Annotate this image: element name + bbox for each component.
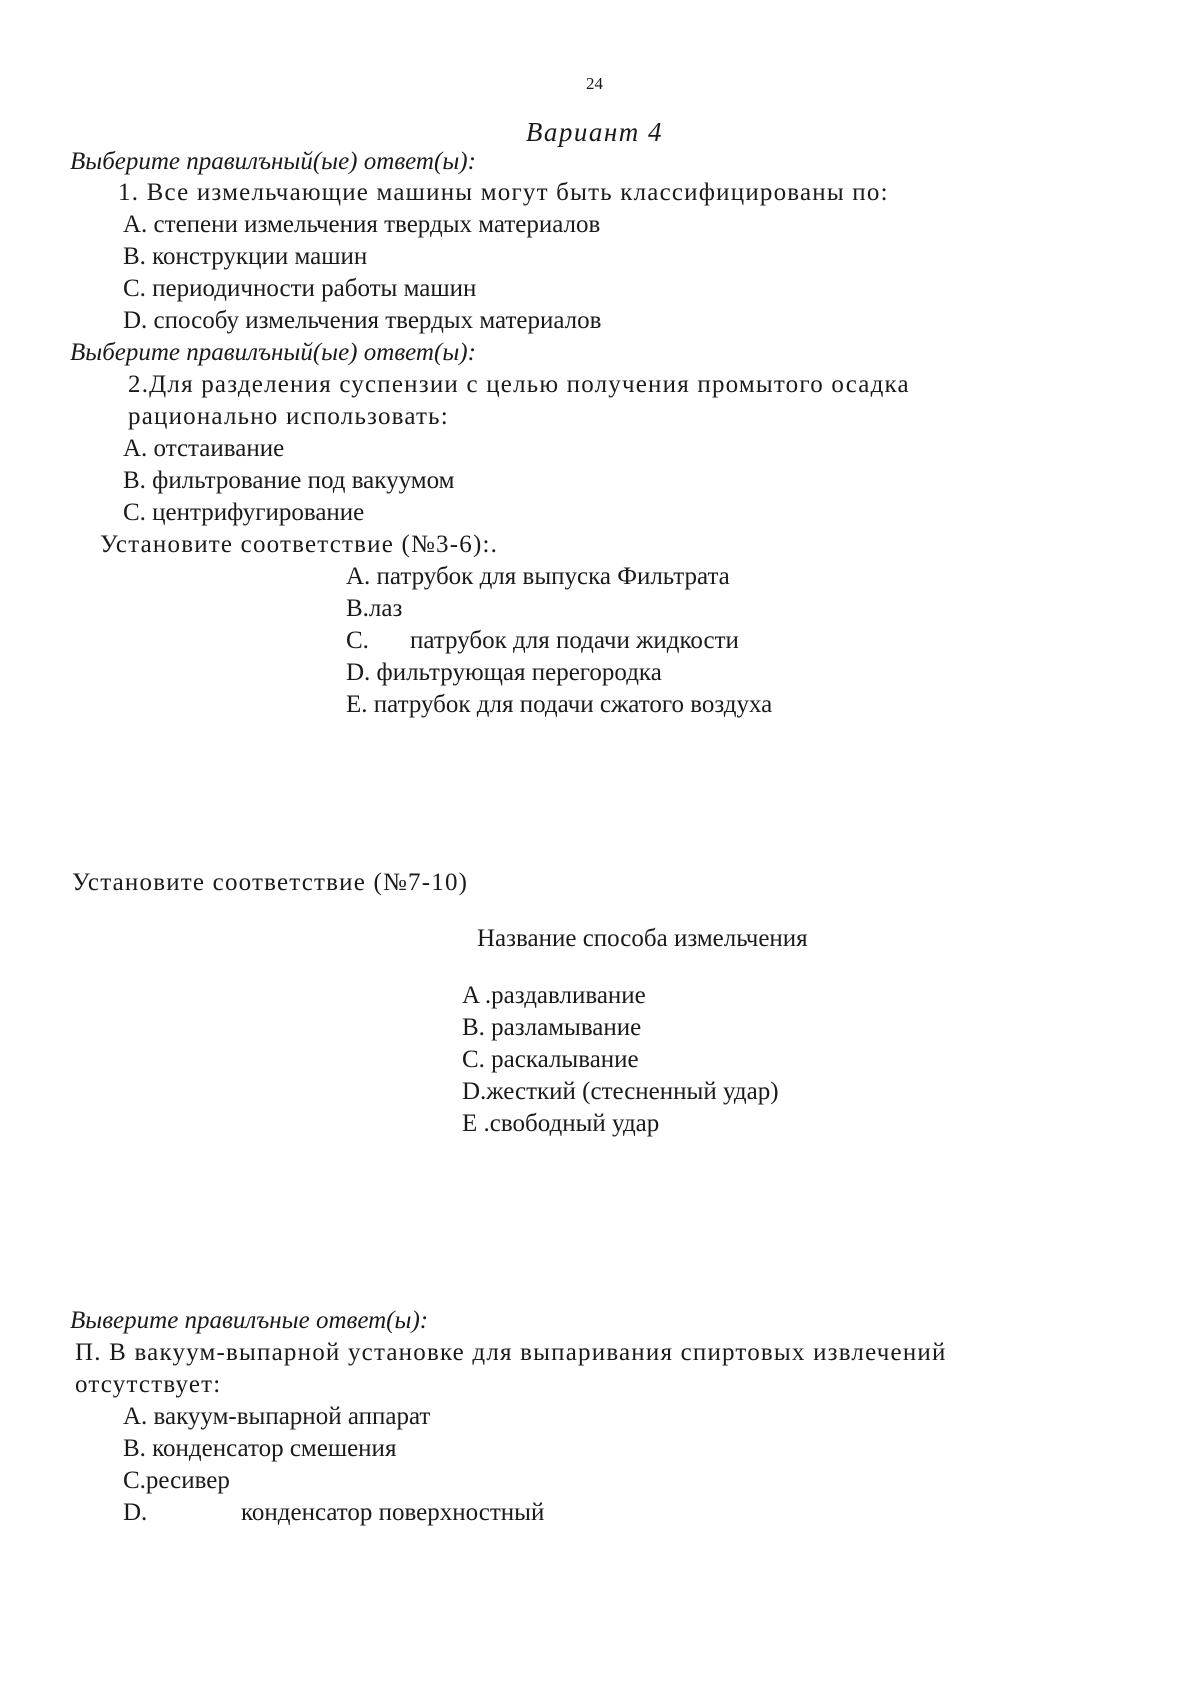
match2-option-b: B. разламывание bbox=[462, 1014, 642, 1041]
q2-option-c: C. центрифугирование bbox=[123, 499, 365, 526]
q11-question-line2: отсутствует: bbox=[75, 1371, 222, 1398]
q11-question-line1: П. В вакуум-выпарной установке для выпаривания спиртовых извлечений bbox=[75, 1339, 947, 1366]
variant-title: Вариант 4 bbox=[525, 117, 664, 147]
q2-option-a: A. отстаивание bbox=[123, 435, 285, 462]
match1-option-a: A. патрубок для выпуска Фильтрата bbox=[346, 563, 730, 590]
q11-option-d-letter: D. bbox=[123, 1499, 148, 1526]
q1-option-b: B. конструкции машин bbox=[123, 243, 368, 270]
match1-option-e: E. патрубок для подачи сжатого воздуха bbox=[346, 691, 773, 718]
match2-instruction: Установите соответствие (№7-10) bbox=[72, 869, 469, 896]
match2-option-d: D.жесткий (стесненный удар) bbox=[462, 1078, 779, 1105]
q1-option-d: D. способу измельчения твердых материалов bbox=[123, 307, 602, 334]
match1-option-d: D. фильтрующая перегородка bbox=[346, 659, 662, 686]
q11-option-c: C.ресивер bbox=[123, 1467, 230, 1494]
page-number: 24 bbox=[586, 74, 603, 93]
match2-heading: Название способа измельчения bbox=[477, 925, 808, 952]
match2-option-e: E .свободный удар bbox=[462, 1110, 660, 1137]
q1-instruction: Выберите правилъный(ые) ответ(ы): bbox=[70, 148, 476, 175]
match1-instruction: Установите соответствие (№3-6):. bbox=[100, 531, 499, 558]
match1-option-c-text: патрубок для подачи жидкости bbox=[410, 627, 739, 654]
q2-question-line1: 2.Для разделения суспензии с целью получения промытого осадка bbox=[128, 371, 910, 398]
q1-option-a: A. степени измельчения твердых материалов bbox=[123, 211, 601, 238]
match2-option-c: C. раскалывание bbox=[462, 1046, 639, 1073]
q2-option-b: B. фильтрование под вакуумом bbox=[123, 467, 455, 494]
q11-option-a: A. вакуум-выпарной аппарат bbox=[123, 1403, 431, 1430]
q2-instruction: Выберите правилъный(ые) ответ(ы): bbox=[70, 339, 476, 366]
q11-instruction: Выверите правилъные ответ(ы): bbox=[70, 1307, 429, 1334]
q11-option-b: B. конденсатор смешения bbox=[123, 1435, 397, 1462]
q1-question: 1. Все измельчающие машины могут быть классифицированы по: bbox=[118, 179, 889, 206]
match1-option-b: B.лаз bbox=[346, 595, 403, 622]
q2-question-line2: рационально использовать: bbox=[128, 403, 449, 430]
match1-option-c-letter: C. bbox=[346, 627, 369, 654]
q1-option-c: C. периодичности работы машин bbox=[123, 275, 477, 302]
q11-option-d-text: конденсатор поверхностный bbox=[241, 1499, 545, 1526]
match2-option-a: A .раздавливание bbox=[462, 982, 646, 1009]
